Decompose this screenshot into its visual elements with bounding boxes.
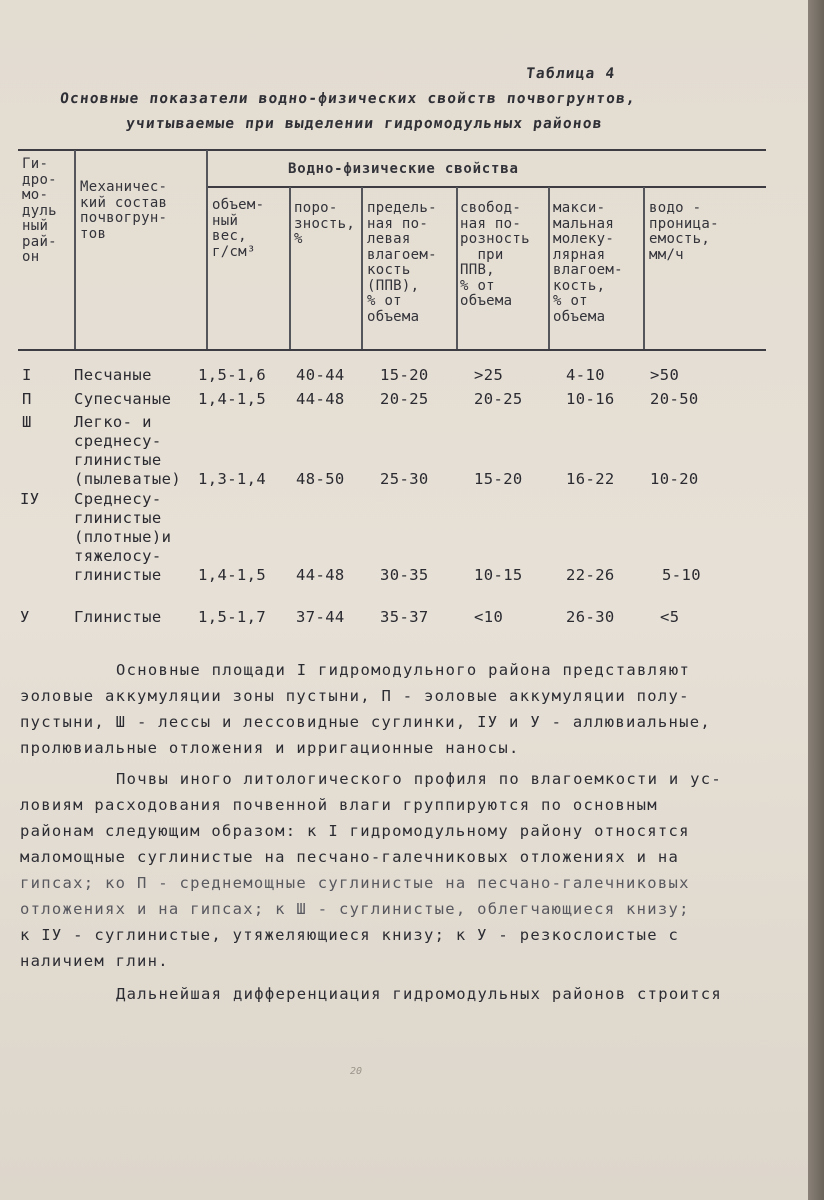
- row-5-free-porosity: <10: [474, 608, 504, 626]
- col-divider: [361, 187, 363, 349]
- row-3-ppv: 25-30: [380, 470, 429, 488]
- row-5-density: 1,5-1,7: [198, 608, 267, 626]
- row-5-district: У: [20, 608, 30, 626]
- paragraph-1-line: Основные площади I гидромодульного района представляют: [116, 661, 691, 679]
- row-1-ppv: 15-20: [380, 366, 429, 384]
- page-number: 20: [350, 1066, 363, 1077]
- col-divider: [289, 187, 291, 349]
- row-4-district: IУ: [20, 490, 40, 508]
- paragraph-3-line: Дальнейшая дифференциация гидромодульных районов строится: [116, 985, 723, 1003]
- row-3-soil-line: (пылеватые): [74, 470, 182, 488]
- col-divider: [74, 150, 76, 349]
- paragraph-2-line: наличием глин.: [20, 952, 169, 970]
- row-3-district: Ш: [22, 413, 32, 431]
- row-5-ppv: 35-37: [380, 608, 429, 626]
- paragraph-2-line: районам следующим образом: к I гидромодульному району относятся: [20, 822, 690, 840]
- row-1-permeability: >50: [650, 366, 680, 384]
- row-4-free-porosity: 10-15: [474, 566, 523, 584]
- paragraph-2-line: маломощные суглинистые на песчано-галечниковых отложениях и на: [20, 848, 680, 866]
- row-4-permeability: 5-10: [662, 566, 701, 584]
- paragraph-1-line: пролювиальные отложения и ирригационные наносы.: [20, 739, 520, 757]
- paragraph-1-line: пустыни, Ш - лессы и лессовидные суглинки, IУ и У - аллювиальные,: [20, 713, 712, 731]
- row-5-mmv: 26-30: [566, 608, 615, 626]
- row-3-density: 1,3-1,4: [198, 470, 267, 488]
- row-1-mmv: 4-10: [566, 366, 605, 384]
- table-label: Таблица 4: [525, 66, 617, 82]
- row-4-soil-line: тяжелосу-: [74, 547, 162, 565]
- row-4-mmv: 22-26: [566, 566, 615, 584]
- header-field-capacity: предель- ная по- левая влагоем- кость (ППВ), % от объема: [367, 200, 437, 325]
- col-divider: [206, 150, 208, 349]
- paragraph-2-line: отложениях и на гипсах; к Ш - суглинистые, облегчающиеся книзу;: [20, 900, 690, 918]
- col-divider: [456, 187, 458, 349]
- col-divider: [548, 187, 550, 349]
- header-bulk-density: объем- ный вес, г/см³: [212, 197, 265, 260]
- header-bottom-rule: [18, 349, 766, 351]
- row-3-porosity: 48-50: [296, 470, 345, 488]
- row-3-permeability: 10-20: [650, 470, 699, 488]
- row-4-soil-line: (плотные)и: [74, 528, 172, 546]
- paragraph-2-line: ловиям расходования почвенной влаги группируются по основным: [20, 796, 658, 814]
- row-2-district: П: [22, 390, 32, 408]
- header-max-molecular-capacity: макси- мальная молеку- лярная влагоем- кость, % от объема: [553, 200, 623, 325]
- row-2-ppv: 20-25: [380, 390, 429, 408]
- row-3-soil-line: Легко- и: [74, 413, 152, 431]
- row-5-soil: Глинистые: [74, 608, 162, 626]
- group-header-rule: [208, 186, 766, 188]
- row-5-porosity: 37-44: [296, 608, 345, 626]
- row-1-free-porosity: >25: [474, 366, 504, 384]
- row-1-density: 1,5-1,6: [198, 366, 267, 384]
- col-divider: [643, 187, 645, 349]
- row-2-density: 1,4-1,5: [198, 390, 267, 408]
- table-top-rule: [18, 149, 766, 151]
- row-4-porosity: 44-48: [296, 566, 345, 584]
- row-3-soil-line: глинистые: [74, 451, 162, 469]
- row-3-free-porosity: 15-20: [474, 470, 523, 488]
- row-1-district: I: [22, 366, 32, 384]
- paragraph-2-line: гипсах; ко П - среднемощные суглинистые на песчано-галечниковых: [20, 874, 690, 892]
- header-group-water-physical: Водно-физические свойства: [288, 161, 519, 177]
- row-3-mmv: 16-22: [566, 470, 615, 488]
- paragraph-1-line: эоловые аккумуляции зоны пустыни, П - эоловые аккумуляции полу-: [20, 687, 690, 705]
- row-4-soil-line: Среднесу-: [74, 490, 162, 508]
- row-4-ppv: 30-35: [380, 566, 429, 584]
- row-2-soil: Супесчаные: [74, 390, 172, 408]
- row-2-mmv: 10-16: [566, 390, 615, 408]
- row-2-free-porosity: 20-25: [474, 390, 523, 408]
- paragraph-2-line: к IУ - суглинистые, утяжеляющиеся книзу; к У - резкослоистые с: [20, 926, 680, 944]
- page-edge-shadow: [808, 0, 824, 1200]
- row-1-porosity: 40-44: [296, 366, 345, 384]
- row-2-porosity: 44-48: [296, 390, 345, 408]
- header-permeability: водо - проница- емость, мм/ч: [649, 200, 719, 263]
- row-4-soil-line: глинистые: [74, 566, 162, 584]
- header-porosity: поро- зность, %: [294, 200, 356, 247]
- header-free-porosity: свобод- ная по- розность при ППВ, % от объема: [460, 200, 530, 309]
- table-caption-line-1: Основные показатели водно-физических свойств почвогрунтов,: [59, 91, 637, 107]
- header-district: Ги- дро- мо- дуль ный рай- он: [22, 156, 57, 265]
- row-3-soil-line: среднесу-: [74, 432, 162, 450]
- row-4-density: 1,4-1,5: [198, 566, 267, 584]
- row-4-soil-line: глинистые: [74, 509, 162, 527]
- table-caption-line-2: учитываемые при выделении гидромодульных районов: [125, 116, 604, 132]
- row-2-permeability: 20-50: [650, 390, 699, 408]
- row-5-permeability: <5: [660, 608, 680, 626]
- header-soil-composition: Механичес- кий состав почвогрун- тов: [80, 179, 168, 242]
- row-1-soil: Песчаные: [74, 366, 152, 384]
- paragraph-2-line: Почвы иного литологического профиля по влагоемкости и ус-: [116, 770, 723, 788]
